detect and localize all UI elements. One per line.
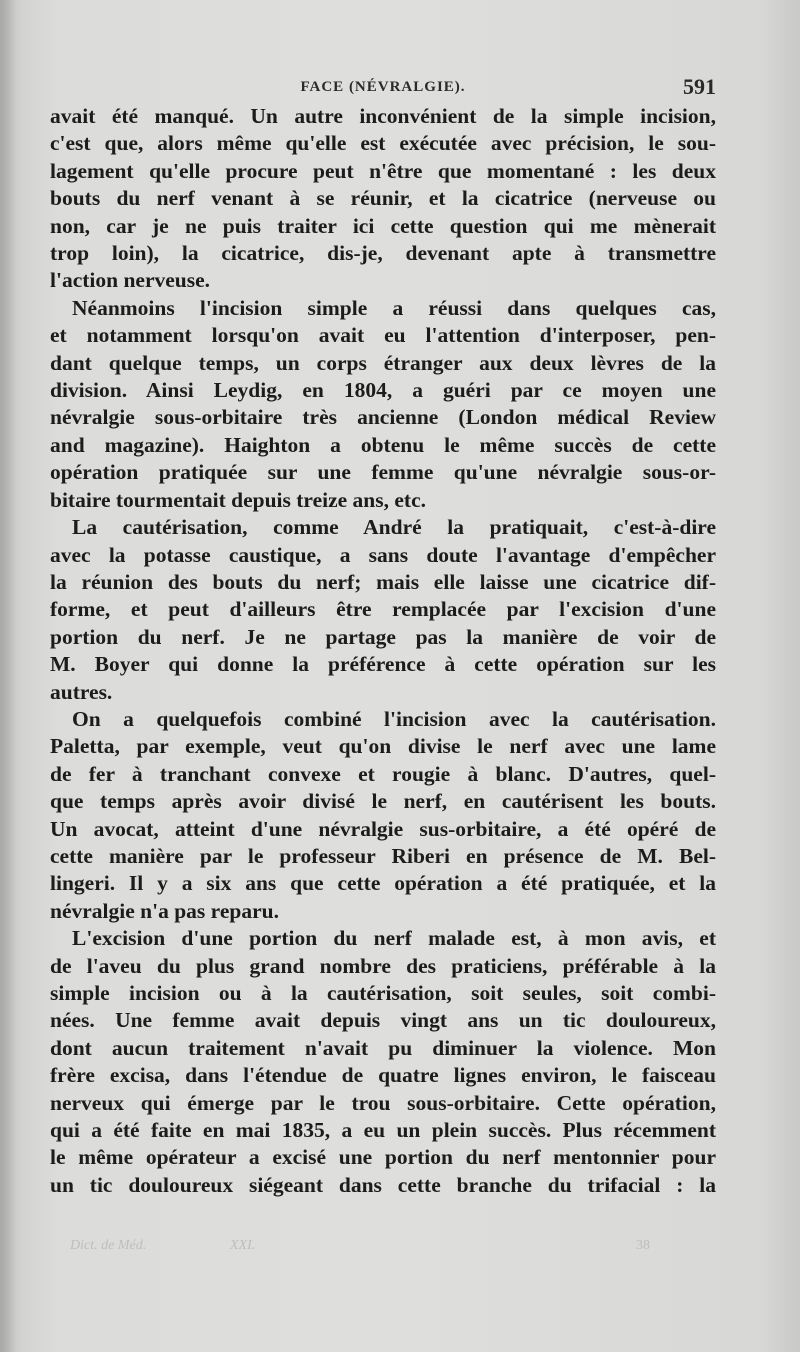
text-line: M. Boyer qui donne la préférence à cette opération sur les <box>50 652 716 677</box>
text-line: dant quelque temps, un corps étranger aux deux lèvres de la <box>50 350 716 375</box>
text-line: simple incision ou à la cautérisation, soit seules, soit combi- <box>50 981 716 1005</box>
text-line: dont aucun traitement n'avait pu diminuer la violence. Mon <box>50 1035 716 1060</box>
text-line: nerveux qui émerge par le trou sous-orbitaire. Cette opération, <box>50 1090 716 1115</box>
text-line: névralgie sous-orbitaire très ancienne (London médical Review <box>50 405 716 430</box>
text-line: La cautérisation, comme André la pratiquait, c'est-à-dire <box>72 515 716 540</box>
body-text <box>50 103 716 1199</box>
text-line: de fer à tranchant convexe et rougie à blanc. D'autres, quel- <box>50 761 716 786</box>
text-line: On a quelquefois combiné l'incision avec la cautérisation. <box>72 706 716 731</box>
text-line: cette manière par le professeur Riberi en présence de M. Bel- <box>50 843 716 868</box>
page-header <box>50 74 716 102</box>
text-line: un tic douloureux siégeant dans cette branche du trifacial : la <box>50 1172 716 1197</box>
text-line: and magazine). Haighton a obtenu le même succès de cette <box>50 432 716 457</box>
text-line: bitaire tourmentait depuis treize ans, etc. <box>50 487 426 512</box>
text-line: avec la potasse caustique, a sans doute l'avantage d'empêcher <box>50 542 716 567</box>
text-line: c'est que, alors même qu'elle est exécutée avec précision, le sou- <box>50 131 716 156</box>
text-line: portion du nerf. Je ne partage pas la manière de voir de <box>50 624 716 649</box>
text-line: autres. <box>50 679 113 704</box>
footer-signature-title: Dict. de Méd. <box>70 1238 147 1253</box>
text-line: Paletta, par exemple, veut qu'on divise le nerf avec une lame <box>50 734 716 759</box>
text-line: de l'aveu du plus grand nombre des praticiens, préférable à la <box>50 953 716 978</box>
running-head: FACE (NÉVRALGIE). <box>300 79 466 95</box>
text-line: le même opérateur a excisé une portion du nerf mentonnier pour <box>50 1145 716 1170</box>
text-line: Un avocat, atteint d'une névralgie sus-orbitaire, a été opéré de <box>50 816 716 841</box>
text-line: nées. Une femme avait depuis vingt ans un tic douloureux, <box>50 1008 716 1033</box>
text-line: trop loin), la cicatrice, dis-je, devenant apte à transmettre <box>50 241 716 266</box>
text-line: frère excisa, dans l'étendue de quatre lignes environ, le faisceau <box>50 1063 716 1088</box>
page-number: 591 <box>683 74 716 99</box>
text-line: avait été manqué. Un autre inconvénient de la simple incision, <box>50 104 716 128</box>
text-line: lingeri. Il y a six ans que cette opération a été pratiquée, et la <box>50 871 716 896</box>
text-line: forme, et peut d'ailleurs être remplacée par l'excision d'une <box>50 597 716 622</box>
text-line: et notamment lorsqu'on avait eu l'attention d'interposer, pen- <box>50 323 716 348</box>
text-line: que temps après avoir divisé le nerf, en cautérisent les bouts. <box>50 789 716 814</box>
footer-volume: XXI. <box>230 1238 256 1253</box>
footer-sheet-number: 38 <box>636 1238 650 1253</box>
text-line: lagement qu'elle procure peut n'être que momentané : les deux <box>50 158 716 183</box>
text-line: bouts du nerf venant à se réunir, et la cicatrice (nerveuse ou <box>50 186 716 211</box>
text-line: L'excision d'une portion du nerf malade est, à mon avis, et <box>72 926 716 951</box>
binding-shadow <box>0 0 16 1352</box>
text-line: qui a été faite en mai 1835, a eu un plein succès. Plus récemment <box>50 1118 716 1143</box>
text-line: division. Ainsi Leydig, en 1804, a guéri par ce moyen une <box>50 378 716 403</box>
page-footer <box>70 1238 650 1258</box>
text-line: névralgie n'a pas reparu. <box>50 898 279 923</box>
text-line: l'action nerveuse. <box>50 268 211 293</box>
text-line: la réunion des bouts du nerf; mais elle laisse une cicatrice dif- <box>50 569 716 594</box>
text-line: Néanmoins l'incision simple a réussi dans quelques cas, <box>72 295 716 320</box>
text-line: opération pratiquée sur une femme qu'une névralgie sous-or- <box>50 460 716 485</box>
text-line: non, car je ne puis traiter ici cette question qui me mènerait <box>50 213 716 238</box>
